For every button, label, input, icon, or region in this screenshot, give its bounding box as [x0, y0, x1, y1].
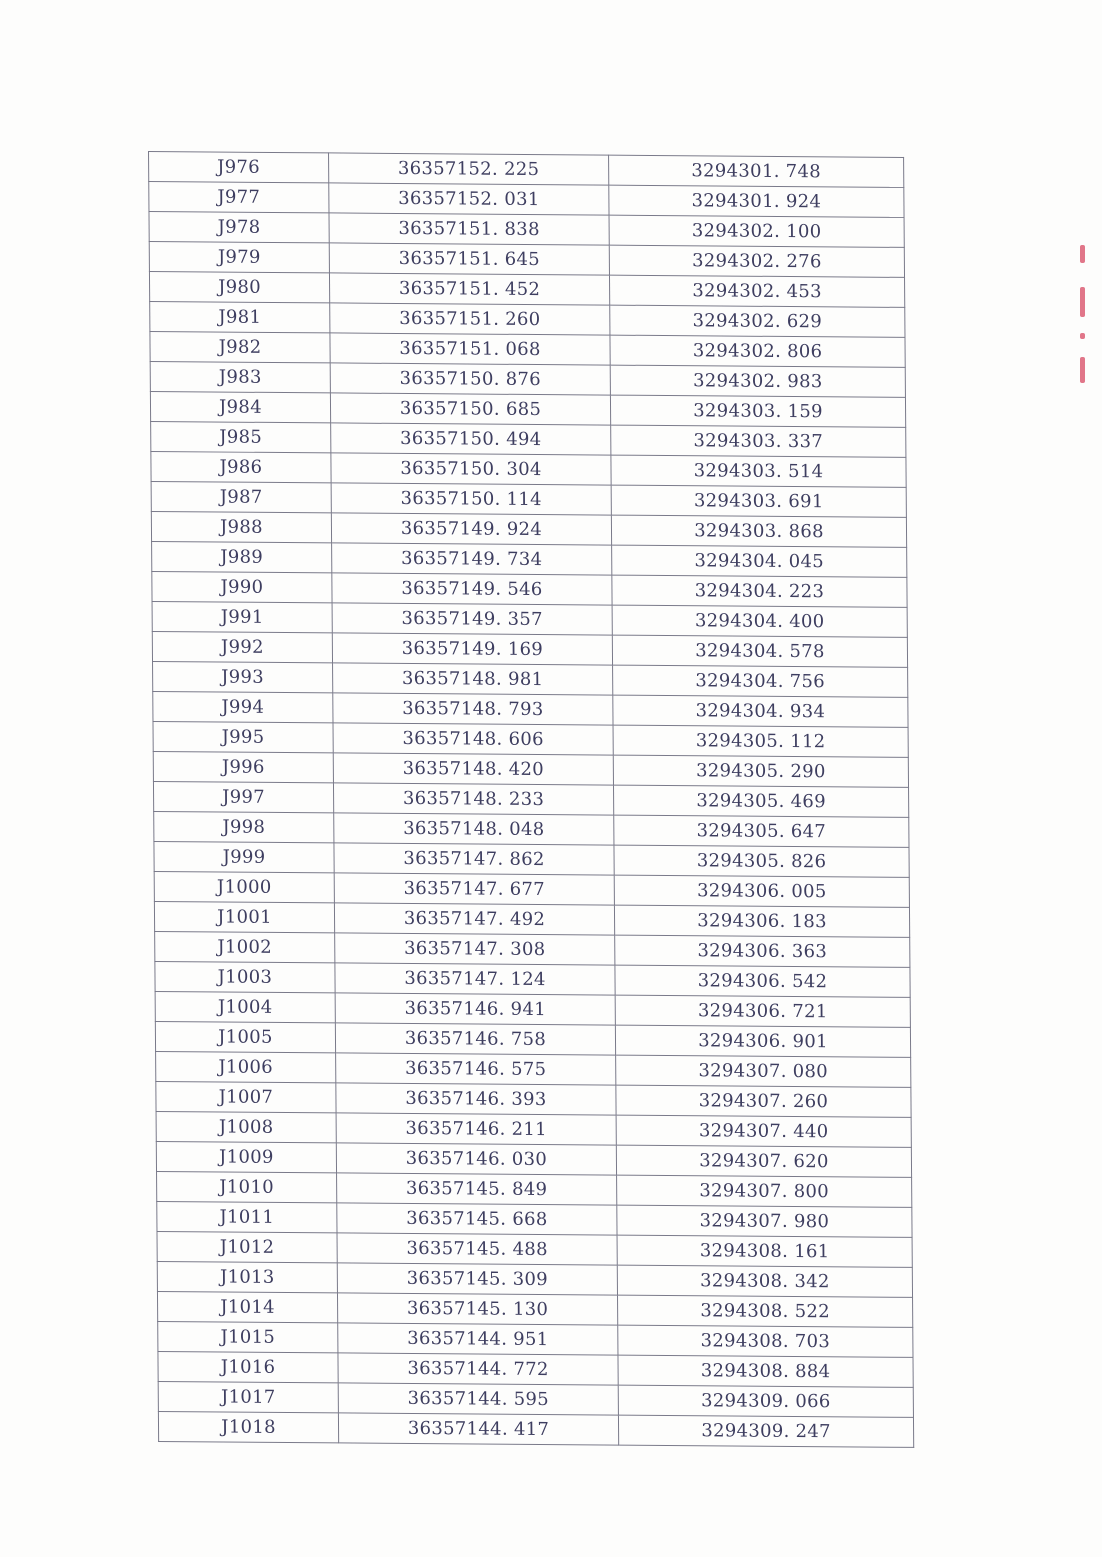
- point-id-cell: J990: [152, 571, 332, 602]
- x-coordinate-cell: 36357145. 488: [337, 1233, 617, 1265]
- x-coordinate-cell: 36357144. 772: [338, 1353, 618, 1385]
- x-coordinate-cell: 36357147. 862: [334, 843, 614, 875]
- point-id-cell: J1004: [155, 991, 335, 1022]
- point-id-cell: J1000: [154, 871, 334, 902]
- y-coordinate-cell: 3294307. 800: [617, 1175, 912, 1207]
- y-coordinate-cell: 3294302. 983: [610, 365, 905, 397]
- y-coordinate-cell: 3294301. 924: [609, 185, 904, 217]
- x-coordinate-cell: 36357152. 031: [329, 183, 609, 215]
- point-id-cell: J999: [154, 841, 334, 872]
- point-id-cell: J988: [151, 511, 331, 542]
- x-coordinate-cell: 36357146. 030: [336, 1143, 616, 1175]
- x-coordinate-cell: 36357151. 260: [330, 303, 610, 335]
- point-id-cell: J1006: [156, 1051, 336, 1082]
- x-coordinate-cell: 36357150. 114: [331, 483, 611, 515]
- point-id-cell: J1015: [158, 1321, 338, 1352]
- x-coordinate-cell: 36357145. 849: [337, 1173, 617, 1205]
- y-coordinate-cell: 3294303. 868: [611, 515, 906, 547]
- point-id-cell: J992: [152, 631, 332, 662]
- y-coordinate-cell: 3294309. 247: [618, 1415, 913, 1447]
- x-coordinate-cell: 36357148. 233: [333, 783, 613, 815]
- y-coordinate-cell: 3294303. 514: [611, 455, 906, 487]
- y-coordinate-cell: 3294306. 005: [614, 875, 909, 907]
- x-coordinate-cell: 36357148. 048: [334, 813, 614, 845]
- x-coordinate-cell: 36357145. 130: [337, 1293, 617, 1325]
- x-coordinate-cell: 36357148. 606: [333, 723, 613, 755]
- point-id-cell: J995: [153, 721, 333, 752]
- x-coordinate-cell: 36357149. 357: [332, 603, 612, 635]
- x-coordinate-cell: 36357149. 169: [332, 633, 612, 665]
- y-coordinate-cell: 3294303. 159: [610, 395, 905, 427]
- point-id-cell: J987: [151, 481, 331, 512]
- y-coordinate-cell: 3294304. 045: [612, 545, 907, 577]
- x-coordinate-cell: 36357148. 981: [333, 663, 613, 695]
- x-coordinate-cell: 36357150. 876: [330, 363, 610, 395]
- point-id-cell: J1011: [157, 1201, 337, 1232]
- y-coordinate-cell: 3294307. 620: [616, 1145, 911, 1177]
- y-coordinate-cell: 3294308. 884: [618, 1355, 913, 1387]
- x-coordinate-cell: 36357149. 546: [332, 573, 612, 605]
- point-id-cell: J986: [151, 451, 331, 482]
- x-coordinate-cell: 36357148. 793: [333, 693, 613, 725]
- y-coordinate-cell: 3294304. 223: [612, 575, 907, 607]
- y-coordinate-cell: 3294306. 542: [615, 965, 910, 997]
- y-coordinate-cell: 3294306. 721: [615, 995, 910, 1027]
- x-coordinate-cell: 36357150. 685: [330, 393, 610, 425]
- point-id-cell: J1002: [155, 931, 335, 962]
- point-id-cell: J1003: [155, 961, 335, 992]
- y-coordinate-cell: 3294304. 934: [613, 695, 908, 727]
- point-id-cell: J1008: [156, 1111, 336, 1142]
- x-coordinate-cell: 36357145. 309: [337, 1263, 617, 1295]
- coordinate-table-body: [149, 152, 914, 1448]
- point-id-cell: J1009: [156, 1141, 336, 1172]
- y-coordinate-cell: 3294306. 901: [615, 1025, 910, 1057]
- x-coordinate-cell: 36357147. 124: [335, 963, 615, 995]
- point-id-cell: J996: [153, 751, 333, 782]
- x-coordinate-cell: 36357146. 941: [335, 993, 615, 1025]
- y-coordinate-cell: 3294305. 112: [613, 725, 908, 757]
- x-coordinate-cell: 36357144. 951: [338, 1323, 618, 1355]
- y-coordinate-cell: 3294308. 161: [617, 1235, 912, 1267]
- x-coordinate-cell: 36357146. 393: [336, 1083, 616, 1115]
- y-coordinate-cell: 3294302. 629: [610, 305, 905, 337]
- point-id-cell: J977: [149, 182, 329, 213]
- y-coordinate-cell: 3294309. 066: [618, 1385, 913, 1417]
- point-id-cell: J991: [152, 601, 332, 632]
- x-coordinate-cell: 36357152. 225: [329, 153, 609, 185]
- point-id-cell: J1012: [157, 1231, 337, 1262]
- y-coordinate-cell: 3294302. 276: [609, 245, 904, 277]
- y-coordinate-cell: 3294304. 400: [612, 605, 907, 637]
- red-seal-edge-mark: [1076, 245, 1090, 385]
- y-coordinate-cell: 3294307. 260: [616, 1085, 911, 1117]
- y-coordinate-cell: 3294306. 363: [615, 935, 910, 967]
- y-coordinate-cell: 3294307. 980: [617, 1205, 912, 1237]
- y-coordinate-cell: 3294308. 703: [618, 1325, 913, 1357]
- point-id-cell: J1016: [158, 1351, 338, 1382]
- table-row: [158, 1411, 913, 1447]
- point-id-cell: J1013: [157, 1261, 337, 1292]
- y-coordinate-cell: 3294305. 826: [614, 845, 909, 877]
- x-coordinate-cell: 36357150. 494: [331, 423, 611, 455]
- point-id-cell: J981: [150, 301, 330, 332]
- x-coordinate-cell: 36357151. 645: [329, 243, 609, 275]
- y-coordinate-cell: 3294302. 100: [609, 215, 904, 247]
- y-coordinate-cell: 3294303. 337: [611, 425, 906, 457]
- x-coordinate-cell: 36357146. 575: [336, 1053, 616, 1085]
- y-coordinate-cell: 3294303. 691: [611, 485, 906, 517]
- point-id-cell: J979: [149, 242, 329, 273]
- point-id-cell: J1017: [158, 1381, 338, 1412]
- x-coordinate-cell: 36357150. 304: [331, 453, 611, 485]
- y-coordinate-cell: 3294305. 290: [613, 755, 908, 787]
- x-coordinate-cell: 36357147. 677: [334, 873, 614, 905]
- point-id-cell: J998: [154, 811, 334, 842]
- point-id-cell: J993: [153, 661, 333, 692]
- x-coordinate-cell: 36357148. 420: [333, 753, 613, 785]
- y-coordinate-cell: 3294302. 806: [610, 335, 905, 367]
- coordinate-table: [148, 151, 914, 1448]
- y-coordinate-cell: 3294304. 578: [612, 635, 907, 667]
- x-coordinate-cell: 36357146. 758: [335, 1023, 615, 1055]
- point-id-cell: J1005: [155, 1021, 335, 1052]
- y-coordinate-cell: 3294306. 183: [614, 905, 909, 937]
- point-id-cell: J976: [149, 152, 329, 183]
- y-coordinate-cell: 3294308. 342: [617, 1265, 912, 1297]
- y-coordinate-cell: 3294305. 647: [614, 815, 909, 847]
- point-id-cell: J978: [149, 212, 329, 243]
- point-id-cell: J989: [152, 541, 332, 572]
- y-coordinate-cell: 3294305. 469: [613, 785, 908, 817]
- x-coordinate-cell: 36357147. 492: [334, 903, 614, 935]
- x-coordinate-cell: 36357146. 211: [336, 1113, 616, 1145]
- x-coordinate-cell: 36357149. 924: [331, 513, 611, 545]
- point-id-cell: J985: [151, 421, 331, 452]
- point-id-cell: J997: [153, 781, 333, 812]
- point-id-cell: J982: [150, 331, 330, 362]
- x-coordinate-cell: 36357145. 668: [337, 1203, 617, 1235]
- x-coordinate-cell: 36357147. 308: [335, 933, 615, 965]
- y-coordinate-cell: 3294308. 522: [618, 1295, 913, 1327]
- point-id-cell: J984: [150, 391, 330, 422]
- point-id-cell: J983: [150, 361, 330, 392]
- x-coordinate-cell: 36357151. 838: [329, 213, 609, 245]
- y-coordinate-cell: 3294307. 080: [616, 1055, 911, 1087]
- x-coordinate-cell: 36357151. 068: [330, 333, 610, 365]
- y-coordinate-cell: 3294301. 748: [609, 155, 904, 187]
- y-coordinate-cell: 3294307. 440: [616, 1115, 911, 1147]
- x-coordinate-cell: 36357151. 452: [329, 273, 609, 305]
- point-id-cell: J994: [153, 691, 333, 722]
- point-id-cell: J1001: [154, 901, 334, 932]
- point-id-cell: J1014: [157, 1291, 337, 1322]
- x-coordinate-cell: 36357144. 417: [338, 1413, 618, 1445]
- x-coordinate-cell: 36357144. 595: [338, 1383, 618, 1415]
- point-id-cell: J1007: [156, 1081, 336, 1112]
- point-id-cell: J1018: [158, 1411, 338, 1442]
- y-coordinate-cell: 3294304. 756: [613, 665, 908, 697]
- point-id-cell: J1010: [157, 1171, 337, 1202]
- x-coordinate-cell: 36357149. 734: [332, 543, 612, 575]
- y-coordinate-cell: 3294302. 453: [609, 275, 904, 307]
- point-id-cell: J980: [149, 272, 329, 303]
